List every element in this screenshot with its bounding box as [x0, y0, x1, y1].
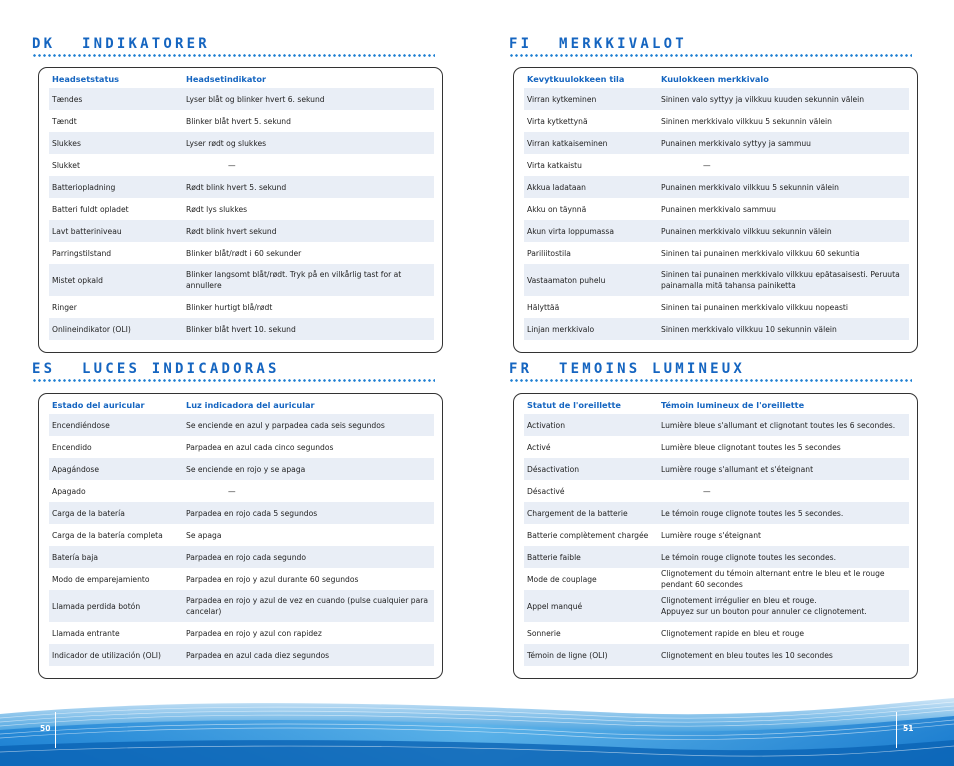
indicator-table-fi — [513, 67, 918, 353]
table-row — [49, 546, 434, 568]
section-fi — [509, 36, 914, 60]
status-cell: Témoin de ligne (OLI) — [527, 650, 608, 660]
indicator-cell: Parpadea en azul cada cinco segundos — [186, 442, 334, 452]
indicator-cell: Sininen valo syttyy ja vilkkuu kuuden sekunnin välein — [661, 94, 865, 104]
status-cell: Llamada perdida botón — [52, 601, 141, 611]
table-row — [49, 318, 434, 340]
column-header-indicator: Témoin lumineux de l'oreillette — [661, 400, 805, 410]
indicator-cell: Punainen merkkivalo sammuu — [661, 204, 776, 214]
table-header — [49, 68, 434, 88]
indicator-table-es — [38, 393, 443, 679]
table-row — [524, 546, 909, 568]
status-cell: Akku on täynnä — [527, 204, 587, 214]
status-cell: Apagado — [52, 486, 86, 496]
table-row — [524, 590, 909, 622]
section-heading — [32, 361, 437, 385]
page-number-right: 51 — [903, 724, 914, 733]
status-cell: Désactivation — [527, 464, 580, 474]
indicator-cell: Rødt blink hvert sekund — [186, 226, 277, 236]
indicator-cell: — — [703, 486, 711, 496]
status-cell: Virran katkaiseminen — [527, 138, 608, 148]
status-cell: Virran kytkeminen — [527, 94, 597, 104]
status-cell: Indicador de utilización (OLI) — [52, 650, 162, 660]
section-heading — [32, 36, 437, 60]
indicator-cell: Clignotement irrégulier en bleu et rouge. Appuyez sur un bouton pour annuler ce clignotement. — [661, 596, 867, 616]
table-row — [524, 110, 909, 132]
indicator-cell: Parpadea en rojo y azul durante 60 segundos — [186, 574, 359, 584]
indicator-cell: Parpadea en rojo cada segundo — [186, 552, 306, 562]
table-row — [524, 296, 909, 318]
indicator-cell: Clignotement rapide en bleu et rouge — [661, 628, 805, 638]
column-header-status: Headsetstatus — [52, 74, 120, 84]
table-body — [49, 414, 434, 666]
status-cell: Appel manqué — [527, 601, 583, 611]
indicator-cell: Blinker blåt hvert 10. sekund — [186, 324, 296, 334]
column-header-status: Estado del auricular — [52, 400, 145, 410]
status-cell: Mistet opkald — [52, 275, 103, 285]
indicator-cell: Se enciende en azul y parpadea cada seis segundos — [186, 420, 385, 430]
table-row — [524, 198, 909, 220]
footer-wave-band — [0, 694, 954, 766]
status-cell: Encendido — [52, 442, 92, 452]
table-row — [524, 264, 909, 296]
status-cell: Llamada entrante — [52, 628, 120, 638]
table-row — [524, 436, 909, 458]
table-row — [49, 480, 434, 502]
indicator-cell: Se apaga — [186, 530, 222, 540]
section-title: MERKKIVALOT — [559, 36, 687, 52]
section-language-code: FR — [509, 361, 533, 377]
section-language-code: FI — [509, 36, 533, 52]
indicator-cell: Punainen merkkivalo syttyy ja sammuu — [661, 138, 811, 148]
table-row — [524, 132, 909, 154]
status-cell: Hälyttää — [527, 302, 560, 312]
table-row — [524, 480, 909, 502]
table-row — [49, 622, 434, 644]
indicator-cell: Lumière bleue s'allumant et clignotant toutes les 6 secondes. — [661, 420, 896, 430]
status-cell: Batteriopladning — [52, 182, 116, 192]
status-cell: Slukket — [52, 160, 80, 170]
column-header-indicator: Headsetindikator — [186, 74, 266, 84]
status-cell: Batteri fuldt opladet — [52, 204, 129, 214]
table-row — [49, 502, 434, 524]
table-row — [524, 318, 909, 340]
table-row — [49, 242, 434, 264]
table-row — [49, 176, 434, 198]
section-title: TEMOINS LUMINEUX — [559, 361, 746, 377]
dotted-divider — [32, 54, 435, 57]
status-cell: Akun virta loppumassa — [527, 226, 614, 236]
table-row — [524, 88, 909, 110]
status-cell: Carga de la batería completa — [52, 530, 163, 540]
table-body — [524, 414, 909, 666]
status-cell: Batterie complètement chargée — [527, 530, 649, 540]
status-cell: Modo de emparejamiento — [52, 574, 150, 584]
section-language-code: ES — [32, 361, 56, 377]
status-cell: Tændes — [52, 94, 83, 104]
indicator-cell: Parpadea en rojo y azul con rapidez — [186, 628, 322, 638]
status-cell: Activation — [527, 420, 566, 430]
indicator-cell: Sininen merkkivalo vilkkuu 5 sekunnin välein — [661, 116, 832, 126]
indicator-cell: Sininen tai punainen merkkivalo vilkkuu 60 sekuntia — [661, 248, 860, 258]
section-heading — [509, 36, 914, 60]
table-row — [49, 590, 434, 622]
section-dk — [32, 36, 437, 60]
status-cell: Batterie faible — [527, 552, 581, 562]
status-cell: Akkua ladataan — [527, 182, 586, 192]
table-row — [49, 644, 434, 666]
column-header-status: Statut de l'oreillette — [527, 400, 621, 410]
section-fr — [509, 361, 914, 385]
status-cell: Virta katkaistu — [527, 160, 582, 170]
table-header — [524, 394, 909, 414]
indicator-cell: Blinker hurtigt blå/rødt — [186, 302, 273, 312]
page-number-left: 50 — [40, 724, 51, 733]
status-cell: Encendiéndose — [52, 420, 110, 430]
indicator-cell: Sininen tai punainen merkkivalo vilkkuu nopeasti — [661, 302, 849, 312]
column-header-indicator: Luz indicadora del auricular — [186, 400, 315, 410]
section-language-code: DK — [32, 36, 56, 52]
status-cell: Activé — [527, 442, 551, 452]
indicator-table-fr — [513, 393, 918, 679]
table-body — [524, 88, 909, 340]
table-row — [49, 88, 434, 110]
indicator-cell: Lumière rouge s'allumant et s'éteignant — [661, 464, 814, 474]
table-row — [524, 176, 909, 198]
status-cell: Désactivé — [527, 486, 565, 496]
table-row — [49, 132, 434, 154]
section-es — [32, 361, 437, 385]
indicator-cell: — — [228, 160, 236, 170]
indicator-cell: Le témoin rouge clignote toutes les 5 secondes. — [661, 508, 844, 518]
indicator-cell: Lumière bleue clignotant toutes les 5 secondes — [661, 442, 841, 452]
table-row — [524, 458, 909, 480]
table-row — [524, 414, 909, 436]
indicator-cell: Lyser blåt og blinker hvert 6. sekund — [186, 94, 325, 104]
section-heading — [509, 361, 914, 385]
table-row — [524, 242, 909, 264]
indicator-cell: Le témoin rouge clignote toutes les secondes. — [661, 552, 837, 562]
indicator-cell: Se enciende en rojo y se apaga — [186, 464, 306, 474]
table-row — [49, 296, 434, 318]
table-row — [49, 110, 434, 132]
table-row — [524, 524, 909, 546]
dotted-divider — [509, 379, 912, 382]
status-cell: Tændt — [52, 116, 77, 126]
indicator-cell: Clignotement du témoin alternant entre le bleu et le rouge pendant 60 secondes — [661, 569, 885, 589]
dotted-divider — [32, 379, 435, 382]
indicator-cell: — — [228, 486, 236, 496]
section-title: INDIKATORER — [82, 36, 210, 52]
table-row — [524, 220, 909, 242]
indicator-cell: Blinker blåt hvert 5. sekund — [186, 116, 291, 126]
table-row — [524, 644, 909, 666]
table-row — [49, 524, 434, 546]
table-header — [49, 394, 434, 414]
indicator-cell: Sininen merkkivalo vilkkuu 10 sekunnin välein — [661, 324, 837, 334]
status-cell: Chargement de la batterie — [527, 508, 628, 518]
status-cell: Vastaamaton puhelu — [527, 275, 606, 285]
status-cell: Pariliitostila — [527, 248, 571, 258]
indicator-cell: Punainen merkkivalo vilkkuu 5 sekunnin välein — [661, 182, 839, 192]
indicator-cell: Lyser rødt og slukkes — [186, 138, 267, 148]
table-body — [49, 88, 434, 340]
status-cell: Linjan merkkivalo — [527, 324, 595, 334]
indicator-cell: Lumière rouge s'éteignant — [661, 530, 762, 540]
status-cell: Apagándose — [52, 464, 100, 474]
indicator-cell: — — [703, 160, 711, 170]
dotted-divider — [509, 54, 912, 57]
status-cell: Virta kytkettynä — [527, 116, 588, 126]
status-cell: Onlineindikator (OLI) — [52, 324, 131, 334]
indicator-cell: Sininen tai punainen merkkivalo vilkkuu epätasaisesti. Peruuta painamalla mitä tahansa painiketta — [661, 270, 900, 290]
indicator-cell: Parpadea en azul cada diez segundos — [186, 650, 330, 660]
wave-graphic — [0, 694, 954, 766]
table-row — [49, 220, 434, 242]
indicator-cell: Blinker langsomt blåt/rødt. Tryk på en vilkårlig tast for at annullere — [186, 270, 402, 290]
column-header-indicator: Kuulokkeen merkkivalo — [661, 74, 769, 84]
status-cell: Mode de couplage — [527, 574, 597, 584]
indicator-cell: Punainen merkkivalo vilkkuu sekunnin välein — [661, 226, 832, 236]
status-cell: Sonnerie — [527, 628, 561, 638]
status-cell: Carga de la batería — [52, 508, 125, 518]
indicator-cell: Parpadea en rojo cada 5 segundos — [186, 508, 318, 518]
table-row — [49, 264, 434, 296]
page-divider-right — [896, 712, 897, 748]
indicator-table-dk — [38, 67, 443, 353]
table-row — [524, 622, 909, 644]
indicator-cell: Rødt blink hvert 5. sekund — [186, 182, 287, 192]
page-divider-left — [55, 712, 56, 748]
table-row — [524, 154, 909, 176]
table-row — [49, 414, 434, 436]
table-row — [524, 502, 909, 524]
section-title: LUCES INDICADORAS — [82, 361, 280, 377]
table-row — [49, 568, 434, 590]
indicator-cell: Clignotement en bleu toutes les 10 secondes — [661, 650, 833, 660]
status-cell: Ringer — [52, 302, 77, 312]
table-row — [49, 198, 434, 220]
column-header-status: Kevytkuulokkeen tila — [527, 74, 625, 84]
status-cell: Parringstilstand — [52, 248, 112, 258]
status-cell: Slukkes — [52, 138, 81, 148]
table-row — [49, 436, 434, 458]
table-header — [524, 68, 909, 88]
table-row — [49, 458, 434, 480]
status-cell: Lavt batteriniveau — [52, 226, 122, 236]
indicator-cell: Rødt lys slukkes — [186, 204, 248, 214]
indicator-cell: Blinker blåt/rødt i 60 sekunder — [186, 248, 302, 258]
table-row — [49, 154, 434, 176]
table-row — [524, 568, 909, 590]
indicator-cell: Parpadea en rojo y azul de vez en cuando (pulse cualquier para cancelar) — [186, 596, 429, 616]
status-cell: Batería baja — [52, 552, 99, 562]
